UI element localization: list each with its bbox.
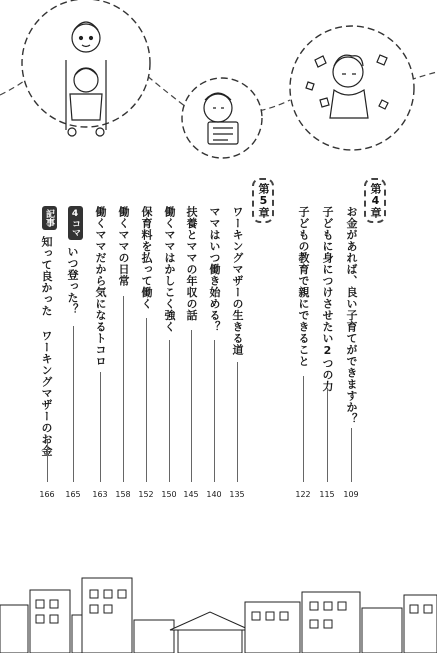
toc-entry-title[interactable]: 働くママの日常: [117, 206, 130, 287]
toc-entry-page: 122: [295, 490, 311, 499]
toc-entry-page: 135: [229, 490, 245, 499]
chapter-5-label: 第5章: [252, 178, 274, 223]
toc-entry-page: 163: [92, 490, 108, 499]
townscape-drawing: [0, 578, 437, 653]
toc-entry-page: 150: [161, 490, 177, 499]
manga-badge: 4コマ: [68, 206, 83, 240]
toc-entry-title[interactable]: 扶養とママの年収の話: [185, 206, 198, 321]
toc-entry-title[interactable]: 働くママだから気になるトコロ: [94, 206, 107, 367]
toc-entry-page: 109: [343, 490, 359, 499]
toc-entry-page: 145: [183, 490, 199, 499]
toc-entry-title[interactable]: 知って良かった ワーキングマザーのお金: [40, 236, 53, 457]
toc-entry-title[interactable]: お金があれば、良い子育てができますか？: [345, 206, 358, 425]
toc-entry-page: 166: [39, 490, 55, 499]
article-badge: 記事: [42, 206, 57, 230]
toc-entry-page: 140: [206, 490, 222, 499]
toc-entry-page: 165: [65, 490, 81, 499]
toc-entry-title[interactable]: いつ登った？: [66, 246, 79, 315]
toc-entry-title[interactable]: 子どもに身につけさせたい2つの力: [321, 206, 334, 392]
illustration-circle-left: [22, 0, 150, 127]
toc-entry-page: 115: [319, 490, 335, 499]
toc-entry-title[interactable]: 保育料を払って働く: [140, 206, 153, 310]
toc-entry-title[interactable]: ワーキングマザーの生きる道: [231, 206, 244, 356]
illustration-circle-middle: [182, 78, 262, 158]
toc-entry-title[interactable]: 子どもの教育で親にできること: [297, 206, 310, 367]
toc-entry-page: 158: [115, 490, 131, 499]
toc-entry-title[interactable]: 働くママはかしこく強く: [163, 206, 176, 333]
toc-entry-page: 152: [138, 490, 154, 499]
toc-entry-title[interactable]: ママはいつ働き始める？: [208, 206, 221, 333]
illustration-circle-right: [290, 26, 414, 150]
chapter-4-label: 第4章: [364, 178, 386, 223]
